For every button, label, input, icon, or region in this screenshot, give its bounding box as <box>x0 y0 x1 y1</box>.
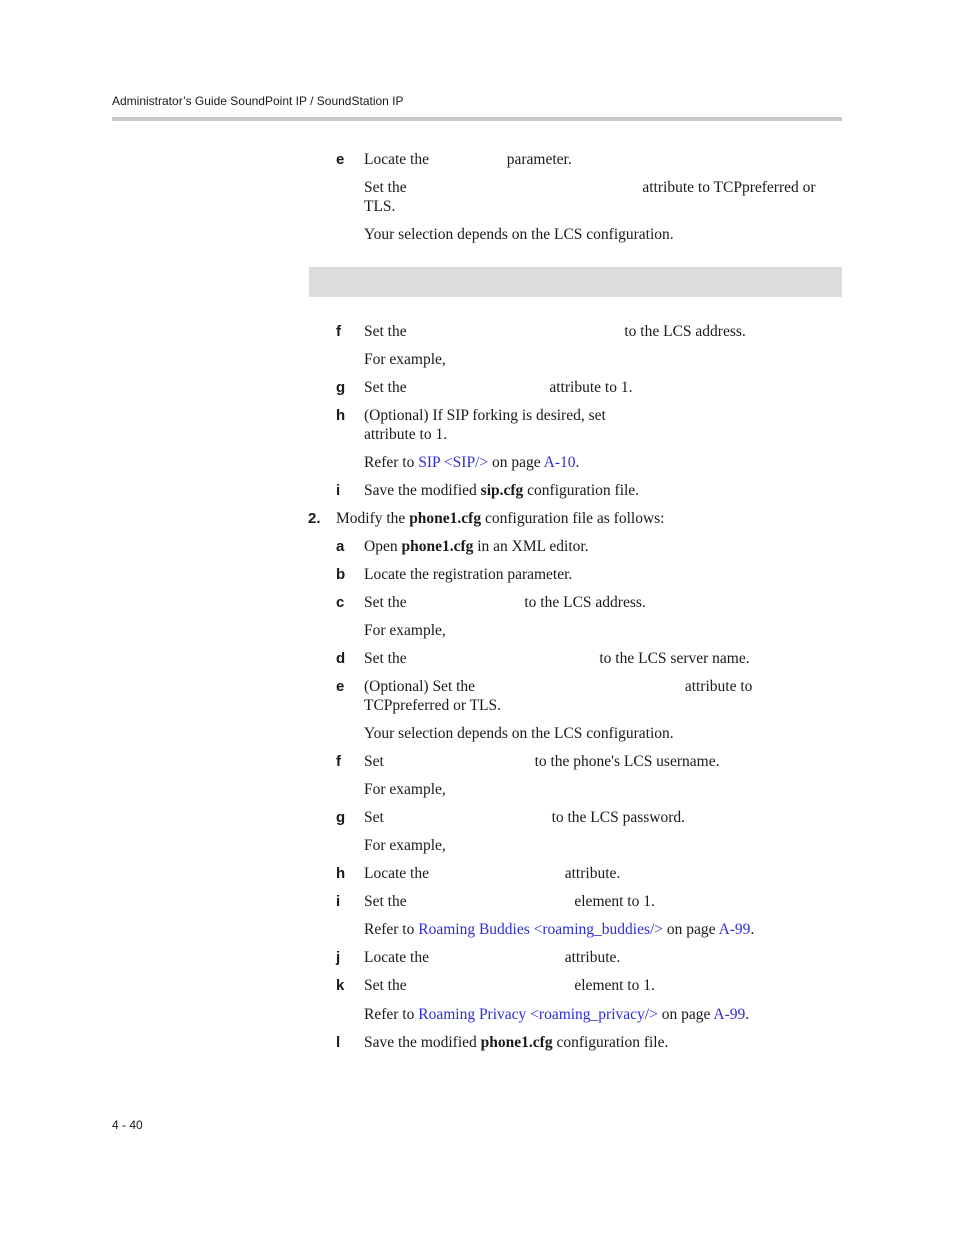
header-rule <box>112 117 842 121</box>
text-part: element to 1. <box>574 893 655 910</box>
filename: phone1.cfg <box>409 510 482 527</box>
step-l-text <box>364 1033 668 1052</box>
step-h-text-2: attribute to 1. <box>364 426 448 443</box>
step-marker-l: l <box>336 1034 341 1051</box>
text-part: in an XML editor. <box>473 538 589 555</box>
step-k-text <box>364 976 655 995</box>
text-part: to the LCS address. <box>524 594 646 611</box>
step-h2-text <box>364 864 620 883</box>
text-part: Set <box>364 753 384 770</box>
step-marker-c: c <box>336 594 345 611</box>
text-part: on page <box>663 921 719 938</box>
step-f-example: For example, <box>364 351 446 368</box>
step-marker-i2: i <box>336 893 341 910</box>
step-e-note: Your selection depends on the LCS configuration. <box>364 226 674 243</box>
text-part: . <box>575 454 580 471</box>
step-marker-b: b <box>336 566 346 583</box>
text-part: configuration file. <box>552 1034 669 1051</box>
step-f2-text <box>364 752 719 771</box>
step-f-text <box>364 322 746 341</box>
step-g2-example: For example, <box>364 837 446 854</box>
link-roaming-buddies[interactable]: Roaming Buddies <roaming_buddies/> <box>418 921 664 938</box>
step-marker-h: h <box>336 407 346 424</box>
text-part: Save the modified <box>364 482 481 499</box>
text-part: Locate the <box>364 151 429 168</box>
step-k-reference <box>364 1005 749 1024</box>
text-part: Set the <box>364 323 407 340</box>
link-page-a10[interactable]: A-10 <box>543 454 576 471</box>
step-marker-e: e <box>336 151 345 168</box>
step-h-reference <box>364 453 579 472</box>
step-e2-note: Your selection depends on the LCS configuration. <box>364 725 674 742</box>
step-e2-text <box>364 677 752 696</box>
text-part: Set <box>364 809 384 826</box>
step-marker-f: f <box>336 323 341 340</box>
step-e-set-line <box>364 178 816 197</box>
text-part: configuration file as follows: <box>481 510 665 527</box>
text-part: . <box>750 921 755 938</box>
step-marker-g: g <box>336 379 346 396</box>
step-g2-text <box>364 808 685 827</box>
step-marker-a: a <box>336 538 345 555</box>
text-part: . <box>745 1006 750 1023</box>
step-i-text <box>364 481 639 500</box>
step-marker-g2: g <box>336 809 346 826</box>
page-number: 4 - 40 <box>112 1118 143 1132</box>
text-part: attribute to <box>684 678 753 695</box>
step-e-set-line-2: TLS. <box>364 198 396 215</box>
step-marker-j: j <box>336 949 341 966</box>
link-sip[interactable]: SIP <SIP/> <box>418 454 489 471</box>
text-part: attribute to 1. <box>549 379 633 396</box>
text-part: Refer to <box>364 454 419 471</box>
step-d-text <box>364 649 750 668</box>
text-part: attribute. <box>564 949 621 966</box>
text-part: Refer to <box>364 921 419 938</box>
step-marker-i: i <box>336 482 341 499</box>
note-bar <box>309 267 842 297</box>
page-header: Administrator’s Guide SoundPoint IP / SoundStation IP <box>112 94 404 108</box>
step-c-text <box>364 593 646 612</box>
text-part: Set the <box>364 650 407 667</box>
step-marker-f2: f <box>336 753 341 770</box>
text-part: Set the <box>364 977 407 994</box>
text-part: attribute. <box>564 865 621 882</box>
link-page-a99[interactable]: A-99 <box>713 1006 746 1023</box>
text-part: configuration file. <box>523 482 640 499</box>
text-part: Modify the <box>336 510 410 527</box>
step-i2-reference <box>364 920 754 939</box>
step-c-example: For example, <box>364 622 446 639</box>
text-part: to the LCS server name. <box>599 650 750 667</box>
link-roaming-privacy[interactable]: Roaming Privacy <roaming_privacy/> <box>418 1006 658 1023</box>
text-part: Refer to <box>364 1006 419 1023</box>
filename: phone1.cfg <box>480 1034 553 1051</box>
text-part: to the LCS address. <box>624 323 746 340</box>
text-part: Set the <box>364 893 407 910</box>
step-h-text: (Optional) If SIP forking is desired, set <box>364 407 606 424</box>
step-marker-e2: e <box>336 678 345 695</box>
step-marker-h2: h <box>336 865 346 882</box>
step-g-text <box>364 378 632 397</box>
step-marker-2: 2. <box>308 510 321 527</box>
text-part: element to 1. <box>574 977 655 994</box>
text-part: Locate the <box>364 865 429 882</box>
filename: sip.cfg <box>480 482 524 499</box>
step-i2-text <box>364 892 655 911</box>
text-part: Set the <box>364 379 407 396</box>
text-part: to the LCS password. <box>551 809 686 826</box>
text-part: to the phone's LCS username. <box>534 753 720 770</box>
text-part: (Optional) Set the <box>364 678 476 695</box>
step-a-text <box>364 537 589 556</box>
filename: phone1.cfg <box>401 538 474 555</box>
step-f2-example: For example, <box>364 781 446 798</box>
text-part: Locate the <box>364 949 429 966</box>
step-j-text <box>364 948 620 967</box>
text-part: Set the <box>364 594 407 611</box>
step-2-text <box>336 509 664 528</box>
text-part: parameter. <box>506 151 572 168</box>
step-e-text <box>364 150 572 169</box>
link-page-a99[interactable]: A-99 <box>718 921 751 938</box>
step-b-text: Locate the registration parameter. <box>364 566 573 583</box>
text-part: Open <box>364 538 402 555</box>
text-part: Save the modified <box>364 1034 481 1051</box>
step-marker-k: k <box>336 977 345 994</box>
text-part: Set the <box>364 179 407 196</box>
text-part: attribute to TCPpreferred or <box>642 179 816 196</box>
step-e2-text-2: TCPpreferred or TLS. <box>364 697 502 714</box>
text-part: on page <box>657 1006 714 1023</box>
text-part: on page <box>488 454 544 471</box>
step-marker-d: d <box>336 650 346 667</box>
